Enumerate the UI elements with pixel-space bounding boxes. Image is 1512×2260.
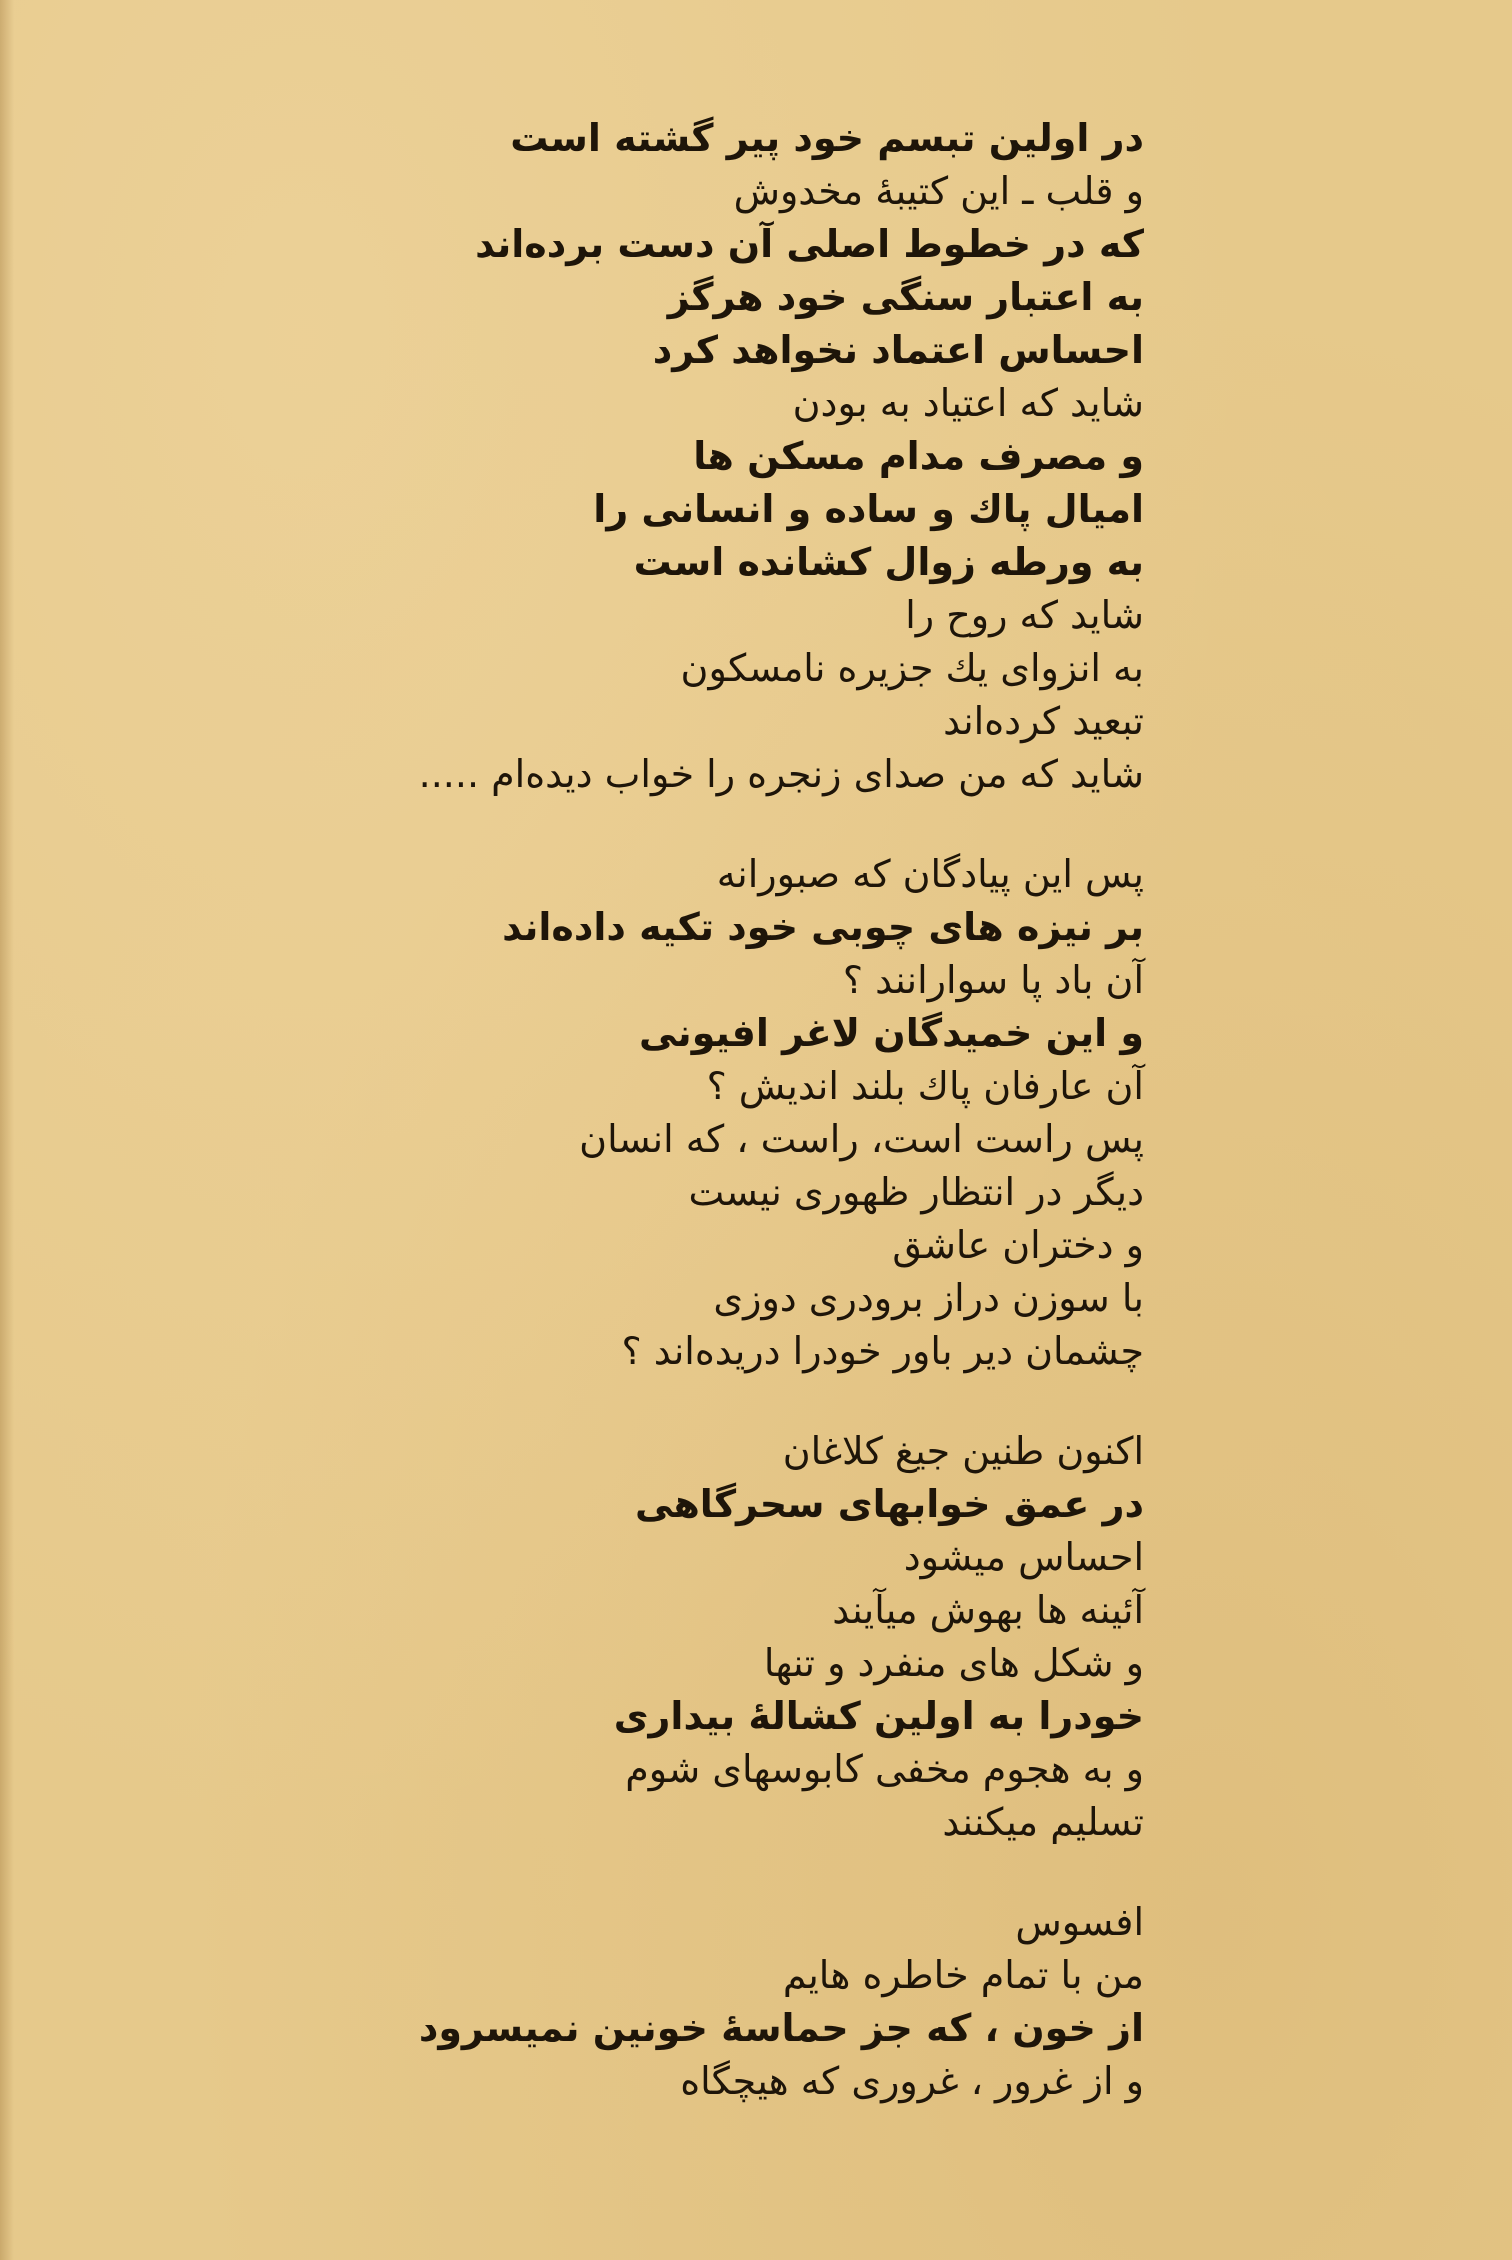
- poem-line: تبعید کرده‌اند: [943, 699, 1144, 743]
- poem-line: آئینه ها بهوش میآیند: [832, 1588, 1144, 1632]
- poem-line: و این خمیدگان لاغر افیونی: [638, 1011, 1144, 1055]
- poem-line: دیگر در انتظار ظهوری نیست: [688, 1170, 1144, 1214]
- poem-line: شاید که روح را: [905, 593, 1144, 637]
- poem-line: چشمان دیر باور خودرا دریده‌اند ؟: [621, 1329, 1144, 1373]
- stanza-gap: [144, 1849, 1144, 1896]
- poem-line: بر نیزه های چوبی خود تکیه داده‌اند: [502, 905, 1144, 949]
- poem-line: و قلب ـ این کتیبهٔ مخدوش: [733, 169, 1144, 213]
- page-edge-shadow: [0, 0, 14, 2260]
- poem-line: که در خطوط اصلی آن دست برده‌اند: [475, 222, 1144, 266]
- poem-line: تسلیم میکنند: [942, 1800, 1144, 1844]
- poem-line: خودرا به اولین کشالهٔ بیداری: [613, 1694, 1144, 1738]
- poem-line: احساس میشود: [903, 1535, 1144, 1579]
- poem-line: و مصرف مدام مسکن ها: [693, 434, 1144, 478]
- poem-line: و شکل های منفرد و تنها: [763, 1641, 1144, 1685]
- poem-line: امیال پاك و ساده و انسانی را: [593, 487, 1144, 531]
- poem-line: به انزوای یك جزیره نامسکون: [680, 646, 1144, 690]
- poem-line: افسوس: [1015, 1900, 1144, 1944]
- poem-line: آن باد پا سوارانند ؟: [842, 958, 1144, 1002]
- poem-line: و از غرور ، غروری که هیچگاه: [680, 2059, 1144, 2103]
- poem-line: در عمق خوابهای سحرگاهی: [635, 1482, 1144, 1526]
- poem-line: آن عارفان پاك بلند اندیش ؟: [706, 1064, 1144, 1108]
- poem-line: به اعتبار سنگی خود هرگز: [667, 275, 1144, 319]
- poem-line: اکنون طنین جیغ کلاغان: [782, 1429, 1144, 1473]
- stanza-4: [144, 1896, 1144, 2108]
- poem-line: با سوزن دراز برودری دوزی: [713, 1276, 1144, 1320]
- stanza-3: [144, 1425, 1144, 1849]
- poem-line: احساس اعتماد نخواهد کرد: [652, 328, 1144, 372]
- poem-line: از خون ، که جز حماسهٔ خونین نمیسرود: [418, 2006, 1144, 2050]
- poem-line: شاید که اعتیاد به بودن: [792, 381, 1144, 425]
- stanza-2: [144, 848, 1144, 1378]
- poem-line: در اولین تبسم خود پیر گشته است: [510, 116, 1144, 160]
- poem-line: من با تمام خاطره هایم: [782, 1953, 1144, 1997]
- stanza-gap: [144, 801, 1144, 848]
- poem-line: پس این پیادگان که صبورانه: [716, 852, 1144, 896]
- poem-line: به ورطه زوال کشانده است: [633, 540, 1144, 584]
- stanza-1: [144, 112, 1144, 801]
- poem-line: و به هجوم مخفی کابوسهای شوم: [625, 1747, 1144, 1791]
- poem-line: پس راست است، راست ، که انسان: [579, 1117, 1144, 1161]
- poem-text: [144, 112, 1144, 2108]
- poem-line: و دختران عاشق: [892, 1223, 1144, 1267]
- stanza-gap: [144, 1378, 1144, 1425]
- poem-line: شاید که من صدای زنجره را خواب دیده‌ام .....: [418, 752, 1144, 796]
